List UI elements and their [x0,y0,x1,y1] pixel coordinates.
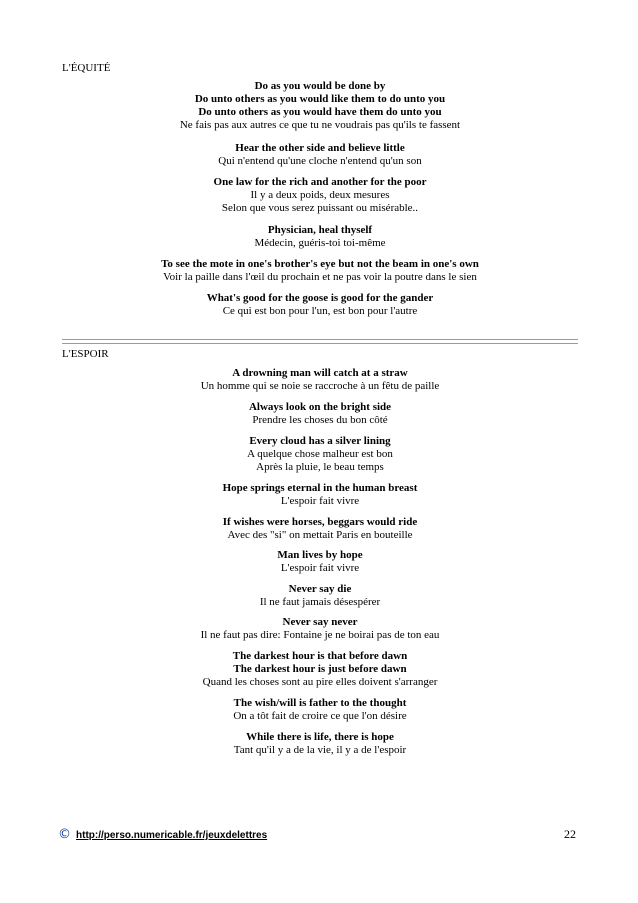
french-equivalent: Quand les choses sont au pire elles doivent s'arranger [202,676,438,688]
copyright-icon: © [58,827,71,842]
proverb-entry [62,482,578,508]
english-proverb: Do unto others as you would like them to do unto you [194,93,446,105]
french-equivalent: Avec des "si" on mettait Paris en bouteille [227,529,413,541]
french-equivalent: Voir la paille dans l'œil du prochain et ne pas voir la poutre dans le sien [163,271,477,283]
english-proverb: The darkest hour is that before dawn [232,650,408,662]
english-proverb: One law for the rich and another for the poor [213,176,427,188]
proverb-entry [62,435,578,474]
proverb-entry [62,516,578,542]
french-equivalent: L'espoir fait vivre [280,495,360,507]
proverb-entry [62,292,578,318]
proverb-entry [62,401,578,427]
proverb-entry [62,650,578,689]
english-proverb: The wish/will is father to the thought [233,697,407,709]
french-equivalent: Il ne faut pas dire: Fontaine je ne boirai pas de ton eau [200,629,440,641]
french-equivalent: Il y a deux poids, deux mesures [250,189,390,201]
page-number: 22 [564,827,576,841]
english-proverb: While there is life, there is hope [246,731,394,743]
english-proverb: The darkest hour is just before dawn [233,663,407,675]
french-equivalent: L'espoir fait vivre [280,562,360,574]
section-title-equite: L'ÉQUITÉ [62,62,111,74]
proverb-entry [62,80,578,132]
footer-link[interactable]: http://perso.numericable.fr/jeuxdelettres [76,830,268,841]
english-proverb: Always look on the bright side [248,401,392,413]
proverb-entry [62,549,578,575]
english-proverb: What's good for the goose is good for the gander [206,292,434,304]
proverb-entry [62,142,578,168]
french-equivalent: Il ne faut jamais désespérer [259,596,381,608]
english-proverb: Do unto others as you would have them do unto you [198,106,442,118]
french-equivalent: A quelque chose malheur est bon [247,448,393,460]
proverb-entry [62,224,578,250]
english-proverb: Every cloud has a silver lining [249,435,391,447]
french-equivalent: Selon que vous serez puissant ou misérable.. [221,202,419,214]
english-proverb: Do as you would be done by [254,80,386,92]
english-proverb: Physician, heal thyself [267,224,373,236]
english-proverb: If wishes were horses, beggars would ride [222,516,418,528]
english-proverb: Hope springs eternal in the human breast [222,482,418,494]
proverb-entry [62,697,578,723]
french-equivalent: Ce qui est bon pour l'un, est bon pour l'autre [222,305,418,317]
french-equivalent: Tant qu'il y a de la vie, il y a de l'espoir [233,744,407,756]
english-proverb: Hear the other side and believe little [235,142,405,154]
section-divider [62,339,578,344]
french-equivalent: Qui n'entend qu'une cloche n'entend qu'un son [218,155,422,167]
french-equivalent: Après la pluie, le beau temps [256,461,384,473]
french-equivalent: On a tôt fait de croire ce que l'on désire [233,710,407,722]
english-proverb: Never say never [282,616,358,628]
proverb-entry [62,616,578,642]
proverb-entry [62,583,578,609]
english-proverb: A drowning man will catch at a straw [232,367,408,379]
french-equivalent: Un homme qui se noie se raccroche à un fêtu de paille [200,380,440,392]
proverb-entry [62,731,578,757]
proverb-entry [62,258,578,284]
section-title-espoir: L'ESPOIR [62,348,109,360]
english-proverb: Man lives by hope [277,549,363,561]
english-proverb: To see the mote in one's brother's eye but not the beam in one's own [161,258,479,270]
proverb-entry [62,176,578,215]
proverb-entry [62,367,578,393]
french-equivalent: Prendre les choses du bon côté [252,414,388,426]
french-equivalent: Ne fais pas aux autres ce que tu ne voudrais pas qu'ils te fassent [179,119,461,131]
english-proverb: Never say die [288,583,352,595]
french-equivalent: Médecin, guéris-toi toi-même [254,237,386,249]
